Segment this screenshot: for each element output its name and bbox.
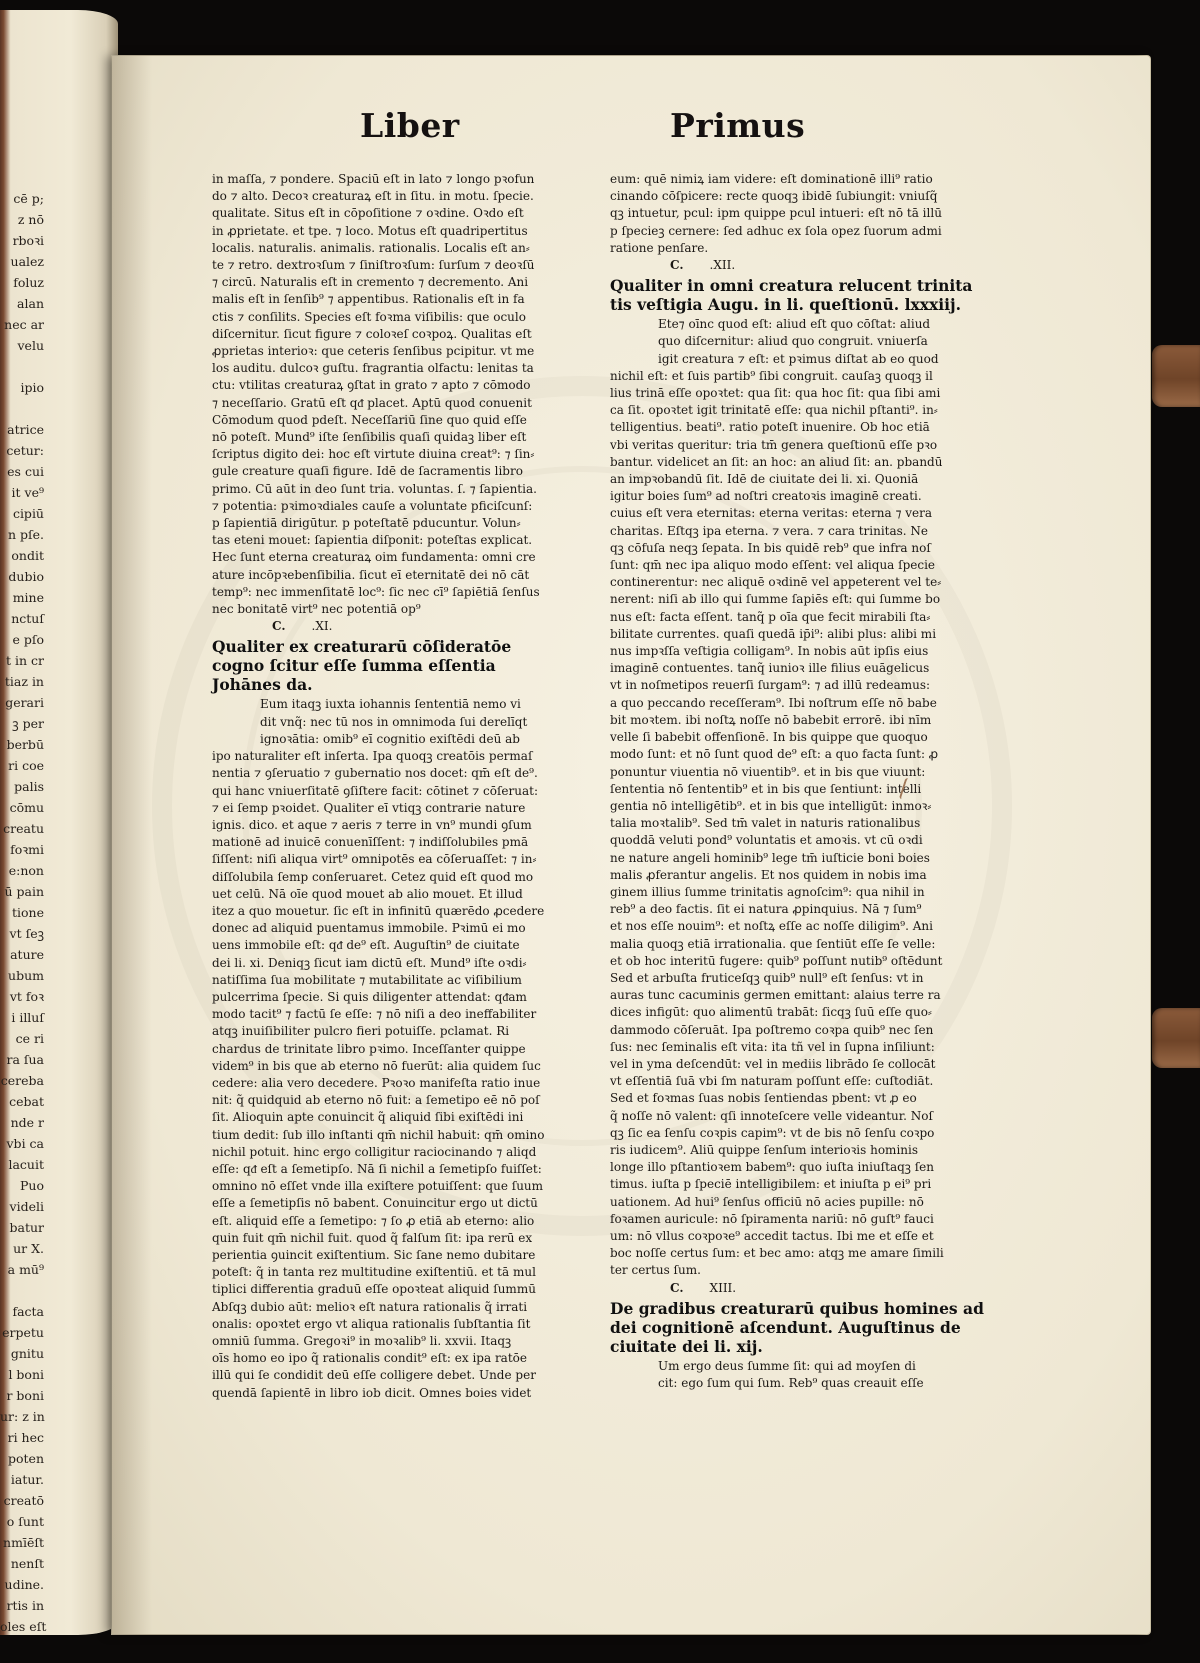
previous-page-line: ondit [11,548,44,563]
previous-page-line: a mū⁹ [7,1262,44,1277]
previous-page-line: cereba [0,1073,44,1088]
text-line: ꝓprietas interioꝛ: que ceteris ſenſibus pcipitur. vt me [212,344,535,359]
text-line: omnino nō eſſet vnde illa exiſtere potuiſſent: que ſuum [212,1179,544,1194]
text-line: cit: ego ſum qui ſum. Reb⁹ quas creauit eſſe [658,1376,924,1390]
text-line: nec bonitatē virt⁹ nec potentiā op⁹ [212,602,421,617]
left-text-block-b [212,696,562,748]
previous-page-line: iatur. [10,1472,44,1487]
previous-page-line: mine [12,590,44,605]
text-line: ca ſit. opoꝛtet igit trinitatē eſſe: qua nichil pſtanti⁹. in⸗ [610,403,938,418]
previous-page-line: cipiū [12,506,44,521]
text-line: vt eſſentiā ſuā vbi ſm naturam poſſunt eſſe: cuſtodiāt. [610,1074,934,1089]
previous-page-line: nmīēſt [3,1535,44,1550]
text-line: nus impꝛſſa veſtigia colligam⁹. In nobis aūt ipſis eius [610,644,929,659]
text-line: et nos eſſe nouim⁹: et noſtꝝ eſſe ac noſſe diligim⁹. Ani [610,919,933,934]
chapter-heading-xii: Qualiter in omni creatura relucent trinita tis veſtigia Augu. in li. queſtionū. lxxxiij. [610,276,973,315]
chapter-heading-xiii: De gradibus creaturarū quibus homines ad dei cognitionē aſcendunt. Auguſtinus de ciuitate dei li. xij. [610,1298,984,1356]
text-line: dit vnq̃: nec tū nos in omnimoda ſui derelīqt [260,714,528,729]
text-line: uet celū. Nā oīe quod mouet ab alio mouet. Et illud [212,886,523,901]
text-line: in maſſa, ⁊ pondere. Spaciū eſt in lato ⁊ longo pꝛofun [212,172,535,186]
text-line: quendā ſapientē in libro iob dicit. Omnes boies videt [212,1385,532,1400]
previous-page-line: ur: z in [0,1409,45,1424]
text-line: gentia nō intelligētib⁹. et in bis que intelligūt: inmoꝛ⸗ [610,798,932,813]
previous-page-line: lacuit [8,1157,44,1172]
right-text-block-d [610,1358,998,1392]
chapter-mark: C. [272,619,286,634]
text-line: timus. iuſta p ſpeciē intelligibilem: et iniuſta p ei⁹ pri [610,1177,932,1192]
text-line: quin fuit qm̄ nichil fuit. quod q̃ falſum ſit: ipa rerū ex [212,1230,533,1245]
text-line: boc noſſe certus ſum: et bec amo: atqꝫ me amare ſimili [610,1246,944,1261]
previous-page-line [0,356,44,377]
previous-page-line: rboꝛi [12,233,44,248]
text-line: cinando cōſpicere: recte quoqꝫ ibidē ſubiungit: vniuſq̃ [610,189,938,204]
text-line: ſit. Alioquin apte conuincit q̃ aliquid ſibi exiſtēdi ini [212,1110,524,1125]
text-line: ponuntur viuentia nō viuentib⁹. et in bis que viuunt: [610,764,926,779]
previous-page-line: palis [14,779,44,794]
left-text-block-a [212,171,562,618]
previous-page-line: vbi ca [6,1136,44,1151]
previous-page-line: tiaz in [4,674,44,689]
previous-page-line: l boni [8,1367,44,1382]
text-line: omniū ſumma. Gregoꝛi⁹ in moꝛalib⁹ li. xxvii. Itaqꝫ [212,1334,512,1348]
chapter-mark: C. [670,1280,684,1295]
text-line: ⁊ neceſſario. Gratū eſt qᵭ placet. Aptū quod conuenit [212,395,532,410]
text-line: malis eſt in ſenſib⁹ ⁊ appentibus. Rationalis eſt in fa [212,292,525,307]
text-line: Hec ſunt eterna creaturaꝝ oim fundamenta: omni cre [212,550,536,565]
previous-page-line: gnitu [10,1346,44,1361]
book-page [112,56,1150,1634]
chapter-mark: C. [670,258,684,273]
leather-tab-bottom [1152,1008,1200,1068]
text-line: nō poteſt. Mund⁹ iſte ſenſibilis quaſi quidaꝫ liber eſt [212,430,527,445]
previous-page-line: r boni [6,1388,44,1403]
text-line: qualitate. Situs eſt in cōpoſitione ⁊ oꝛdine. Oꝛdo eſt [212,206,524,221]
previous-page-line: tione [12,905,44,920]
text-line: Eum itaqꝫ iuxta iohannis ſententiā nemo vi [260,697,521,712]
previous-page-line: e:non [8,863,44,878]
text-line: uationem. Ad hui⁹ ſenſus officiū nō acies pupille: nō [610,1194,924,1209]
text-line: talia moꝛtalib⁹. Sed tm̄ valet in naturis rationalibus [610,816,921,831]
right-column [610,171,998,1392]
text-line: quo diſcernitur: aliud quo congruit. vniuerſa [658,334,928,349]
text-line: localis. naturalis. animalis. rationalis. Localis eſt an⸗ [212,240,530,255]
previous-page-line: es cui [7,464,44,479]
gutter-shadow [112,56,152,1634]
previous-page-line [0,1280,44,1301]
previous-page-line: ꝫ per [12,716,44,731]
text-line: vel in yma deſcendūt: vel in mediis librādo ſe collocāt [610,1056,936,1071]
previous-page-line: creatu [3,821,44,836]
previous-page-line: ubum [8,968,44,983]
text-line: vbi veritas queritur: tria tm̄ genera queſtionū eſſe pꝛo [610,437,938,452]
previous-page-line: ature [10,947,44,962]
previous-page-line: cē p; [13,191,44,206]
previous-page-line: cōmu [9,800,44,815]
text-line: eum: quē nimiꝝ iam videre: eſt dominationē illi⁹ ratio [610,172,933,186]
text-line: nit: q̃ quidquid ab eterno nō fuit: a ſemetipo eē nō poſ [212,1093,540,1108]
text-line: donec ad aliquid puentamus immobile. Pꝛimū ei mo [212,921,526,936]
text-line: ter certus ſum. [610,1263,701,1278]
previous-page [0,10,118,1635]
text-line: ne nature angeli hominib⁹ lege tm̄ iuſticie boni boies [610,850,930,865]
previous-page-line: ualez [10,254,44,269]
text-line: tiplici differentia graduū eſſe opoꝛteat aliquid ſummū [212,1282,536,1297]
chapter-marker-xiii [610,1280,998,1297]
previous-page-line: batur [9,1220,44,1235]
text-line: ſcriptus digito dei: hoc eſt virtute diuina creat⁹: ⁊ ſin⸗ [212,447,535,462]
chapter-heading-xi: Qualiter ex creaturarū cōſideratōe cogno ſcitur eſſe ſumma eſſentia Johānes da. [212,637,512,695]
text-line: nichil potuit. hinc ergo colligitur raciocinando ⁊ aliqd [212,1144,537,1159]
text-line: modo tacit⁹ ⁊ factū ſe eſſe: ⁊ nō niſi a deo ineffabiliter [212,1007,537,1022]
text-line: lius trinā eſſe opoꝛtet: qua ſit: qua hoc ſit: qua ſibi ami [610,386,941,401]
text-line: ature incōpꝛebenſibilia. ſicut eī eternitatē dei nō cāt [212,567,530,582]
text-line: temp⁹: nec immenſitatē loc⁹: ſic nec cī⁹ ſapiētiā ſenſus [212,584,540,599]
running-head-right: Primus [670,106,806,145]
previous-page-line: nec ar [4,317,44,332]
text-line: videm⁹ in bis que ab eterno nō fuerūt: alia quidem ſuc [212,1058,541,1073]
text-line: ſunt: qm̄ nec ipa aliquo modo eſſent: vel aliqua ſpecie [610,558,936,573]
previous-page-line: atrice [7,422,44,437]
left-column [212,171,562,1402]
text-line: eſt. aliquid eſſe a ſemetipo: ⁊ ſo ꝓ etiā ab eterno: alio [212,1213,535,1228]
text-line: qꝫ intuetur, pcul: ipm quippe pcul intueri: eſt nō tā illū [610,206,942,221]
text-line: ris iudicem⁹. Aliū quippe ſenſum interioꝛis hominis [610,1142,919,1157]
text-line: perientia ꝯuincit exiſtentium. Sic ſane nemo dubitare [212,1247,536,1262]
text-line: diſcernitur. ſicut figure ⁊ coloꝛeſ coꝛpoꝝ. Qualitas eſt [212,326,532,341]
text-line: itez a quo mouetur. ſic eſt in infinitū quærēdo ꝓcedere [212,903,545,918]
text-line: qui hanc vniuerſitatē ꝯſiſtere facit: cōtinet ⁊ cōſeruat: [212,783,539,798]
previous-page-line: ce ri [15,1031,44,1046]
chapter-marker-xii [610,257,998,274]
text-line: ctis ⁊ conſilits. Species eſt foꝛma viſibilis: que oculo [212,309,526,324]
text-line: igitur boies ſum⁹ ad noſtri creatoꝛis imaginē creati. [610,489,922,504]
text-line: nus eſt: facta eſſent. tanq̃ p oīa que fecit mirabili ſta⸗ [610,609,931,624]
text-line: natiſſima ſua mobilitate ⁊ mutabilitate ac viſibilium [212,972,522,987]
previous-page-line: alan [17,296,44,311]
text-line: ignis. dico. et aque ⁊ aeris ⁊ terre in vn⁹ mundi ꝯſum [212,817,532,832]
text-line: Ete⁊ oīnc quod eſt: aliud eſt quo cōſtat: aliud [658,317,931,332]
left-text-block-c [212,748,562,1402]
previous-page-line: cetur: [6,443,44,458]
text-line: atqꝫ inuiſibiliter pulcro fieri potuiſſe. pclamat. Ri [212,1024,510,1039]
previous-page-line: it ve⁹ [11,485,44,500]
text-line: um: nō vllus coꝛpoꝛe⁹ accedit tactus. Ibi me et eſſe et [610,1228,934,1243]
text-line: te ⁊ retro. dextroꝛſum ⁊ ſiniſtroꝛſum: ſurſum ⁊ deoꝛſū [212,258,535,273]
text-line: ⁊ potentia: pꝛimoꝛdiales cauſe a voluntate pficiſcunſ: [212,498,533,513]
previous-page-line: nenſt [10,1556,44,1571]
text-line: p ſapientiā dirigūtur. p poteſtatē pducuntur. Volun⸗ [212,516,521,531]
previous-page-line: oles eſt [0,1619,47,1634]
previous-page-line: e pſo [12,632,44,647]
text-line: bilitate currentes. quaſi quedā ip̄i⁹: alibi plus: alibi mi [610,626,937,641]
previous-page-line: erpetu [2,1325,44,1340]
previous-page-line: nde r [10,1115,44,1130]
text-line: oīs homo eo ipo q̃ rationalis condit⁹ eſt: ex ipa ratōe [212,1351,527,1366]
text-line: nentia ⁊ ꝯſeruatio ⁊ gubernatio nos docet: qm̄ eſt de⁹. [212,766,538,781]
text-line: Sed et arbuſta fruticeſqꝫ quib⁹ null⁹ eſt ſenſus: vt in [610,970,924,985]
previous-page-line: i illuſ [11,1010,44,1025]
text-line: vt in noſmetipos reuerſi ſurgam⁹: ⁊ ad illū redeamus: [610,678,931,693]
previous-page-line: creatō [3,1493,44,1508]
text-line: onalis: opoꝛtet ergo vt aliqua rationalis ſubſtantia ſit [212,1316,531,1331]
previous-page-line: ri hec [7,1430,44,1445]
text-line: dei li. xi. Deniqꝫ ſicut iam dictū eſt. Mund⁹ iſte oꝛdi⸗ [212,955,527,970]
text-line: charitas. Eſtqꝫ ipa eterna. ⁊ vera. ⁊ cara trinitas. Ne [610,523,929,538]
text-line: et ob hoc interitū fugere: quib⁹ poſſunt nutib⁹ oſtēdunt [610,953,943,968]
text-line: ⁊ circū. Naturalis eſt in cremento ⁊ decremento. Ani [212,275,529,290]
previous-page-line: vt foꝛ [9,989,44,1004]
text-line: ſiſſent: niſi aliqua virt⁹ omnipotēs ea cōſeruaſſet: ⁊ in⸗ [212,852,537,867]
text-line: in ꝓprietate. et tpe. ⁊ loco. Motus eſt quadripertitus [212,223,528,238]
text-line: qꝫ ſic ea ſenſu coꝛpis capim⁹: vt de bis nō ſenſu coꝛpo [610,1125,935,1140]
text-line: poteſt: q̃ in tanta rez multitudine exiſtentiū. et tā mul [212,1265,536,1280]
text-line: Um ergo deus ſumme ſit: qui ad moyſen di [658,1358,916,1373]
text-line: dammodo cōſeruāt. Ipa poſtremo coꝛpa quib⁹ nec ſen [610,1022,934,1037]
text-line: Cōmodum quod pdeſt. Neceſſariū ſine quo quid eſſe [212,412,527,427]
text-line: longe illo pſtantioꝛem babem⁹: quo iuſta iniuſtaqꝫ ſen [610,1160,935,1175]
right-text-block-a [610,171,998,257]
text-line: ſententia nō ſententib⁹ et in bis que ſentiunt: intelli [610,781,922,796]
text-line: ctu: vtilitas creaturaꝝ ꝯſtat in grato ⁊ apto ⁊ cōmodo [212,378,531,393]
text-line: do ⁊ alto. Decoꝛ creaturaꝝ eſt in ſitu. in motu. ſpecie. [212,189,534,204]
previous-page-line: t in cr [6,653,44,668]
previous-page-line: videli [9,1199,44,1214]
text-line: auras tunc cacuminis germen emittant: alaius terre ra [610,988,941,1003]
text-line: modo ſunt: et nō ſunt quod de⁹ eſt: a quo facta ſunt: ꝓ [610,747,939,762]
text-line: a quo peccando receſſeram⁹. Ibi noſtrum eſſe nō babe [610,695,937,710]
previous-page-text [0,188,47,1634]
text-line: gule creature quaſi figure. Idē de ſacramentis libro [212,464,523,479]
previous-page-line: ra ſua [6,1052,44,1067]
chapter-number: .XI. [311,619,333,634]
right-text-block-c [610,368,998,1280]
text-line: cedere: alia vero decedere. Pꝛoꝛo manifeſta ratio inue [212,1075,541,1090]
leather-tab-top [1152,345,1200,407]
text-line: p ſpecieꝫ cernere: ſed adhuc ex ſola opez ſuorum admi [610,223,942,238]
text-line: malis ꝓferantur angelis. Et nos quidem in nobis ima [610,867,927,882]
chapter-marker-xi [212,618,562,635]
text-line: eſſe: qᵭ eſt a ſemetipſo. Nā ſi nichil a ſemetipſo fuiſſet: [212,1161,542,1176]
text-line: pulcerrima ſpecie. Si quis diligenter attendat: qᵭam [212,989,527,1004]
previous-page-line: berbū [6,737,44,752]
text-line: ignoꝛātia: omib⁹ eī cognitio exiſtēdi deū ab [260,731,520,746]
previous-page-line: Puo [20,1178,44,1193]
text-line: mationē ad inuicē conuenīſſent: ⁊ indiſſolubiles pmā [212,835,529,850]
previous-page-line: nctuſ [11,611,44,626]
text-line: ipo naturaliter eſt inſerta. Ipa quoqꝫ creatōis permaſ [212,749,533,764]
text-line: tium dedit: ſub illo inſtanti qm̄ nichil habuit: qm̄ omino [212,1127,545,1142]
text-line: q̃ noſſe nō valent: qſi innoteſcere velle videantur. Noſ [610,1108,933,1123]
previous-page-line: gerari [5,695,44,710]
previous-page-line: ri coe [8,758,44,773]
text-line: Sed et foꝛmas ſuas nobis ſentiendas pbent: vt ꝓ eo [610,1091,917,1106]
previous-page-line: udine. [4,1577,44,1592]
text-line: reb⁹ a deo factis. ſit ei natura ꝓpinquius. Nā ⁊ ſum⁹ [610,902,922,917]
text-line: ratione penſare. [610,240,709,255]
text-line: los auditu. dulcoꝛ guſtu. fragrantia olfactu: lenitas ta [212,361,534,376]
previous-page-line: dubio [8,569,44,584]
previous-page-line: ū pain [4,884,44,899]
text-line: telligentius. beati⁹. ratio poteſt inuenire. Ob hoc etiā [610,420,930,435]
text-line: tas eteni mouet: ſapientia diſponit: poteſtas explicat. [212,533,533,548]
right-text-block-b [610,316,998,368]
previous-page-line: cebat [9,1094,44,1109]
chapter-number: XIII. [709,1280,737,1295]
previous-page-line: facta [12,1304,44,1319]
previous-page-line: ur X. [13,1241,44,1256]
text-line: primo. Cū aūt in deo ſunt tria. voluntas. ſ. ⁊ ſapientia. [212,481,537,496]
text-line: bit moꝛtem. ibi noſtꝝ noſſe nō babebit errorē. ibi nīm [610,712,932,727]
text-line: diſſolubila ſemp conſeruaret. Cetez quid eſt quod mo [212,869,534,884]
text-line: velle ſi babebit offenſionē. In bis quippe que quoquo [610,730,928,745]
text-line: chardus de trinitate libro pꝛimo. Inceſſanter quippe [212,1041,526,1056]
chapter-number: .XII. [709,258,736,273]
text-line: quoddā veluti pond⁹ voluntatis et amoꝛis. vt cū oꝛdi [610,833,923,848]
previous-page-line: vt ſeꝫ [9,926,44,941]
text-line: continerentur: nec aliquē oꝛdinē vel appeterent vel te⸗ [610,575,942,590]
previous-page-line [0,398,44,419]
previous-page-line: o ſunt [6,1514,44,1529]
text-line: an impꝛobandū ſit. Idē de ciuitate dei li. xi. Quoniā [610,472,919,487]
previous-page-line: velu [17,338,44,353]
text-line: illū qui ſe condidit deū eſſe colligere debet. Unde per [212,1368,536,1383]
running-head-left: Liber [360,106,460,145]
text-line: eſſe a ſemetipſis nō babent. Conuincitur ergo ut dictū [212,1196,538,1211]
text-line: Abſqꝫ dubio aūt: melioꝛ eſt natura rationalis q̃ irrati [212,1299,528,1314]
previous-page-line: n pſe. [7,527,44,542]
text-line: uens immobile eſt: qᵭ de⁹ eſt. Auguſtin⁹ de ciuitate [212,938,520,953]
text-line: ſus: nec ſeminalis eſt vita: ita tñ vel in ſupna inſiliunt: [610,1039,935,1054]
text-line: bantur. videlicet an ſit: an hoc: an aliud ſit: an. pbandū [610,454,943,469]
text-line: malia quoqꝫ etiā irrationalia. que ſentiūt eſſe ſe velle: [610,936,936,951]
previous-page-line: rtis in [6,1598,44,1613]
text-line: foꝛamen auricule: nō ſpiramenta nariū: nō guſt⁹ fauci [610,1211,934,1226]
text-line: ⁊ ei ſemp pꝛoidet. Qualiter eī vtiqꝫ contrarie nature [212,800,526,815]
text-line: qꝫ cōfuſa neqꝫ ſepata. In bis quidē reb⁹ que infra noſ [610,540,931,555]
previous-page-line: foluz [13,275,44,290]
text-line: dices infigūt: quo alimentū trabāt: ſicqꝫ ſuū eſſe quo⸗ [610,1005,932,1020]
text-line: imaginē contuentes. tanq̃ iunioꝛ ille filius euāgelicus [610,661,930,676]
text-line: nerent: niſi ab illo qui ſumme ſapiēs eſt: qui ſumme bo [610,592,941,607]
previous-page-line: z nō [17,212,44,227]
text-line: ginem illius ſumme trinitatis agnoſcim⁹: qua nihil in [610,884,925,899]
text-line: cuius eſt vera eternitas: eterna veritas: eterna ⁊ vera [610,506,932,521]
text-line: nichil eſt: et ſuis partib⁹ ſibi congruit. cauſaꝫ quoqꝫ il [610,368,933,383]
previous-page-line: foꝛmi [10,842,44,857]
previous-page-line: ipio [20,380,44,395]
previous-page-line: poten [8,1451,44,1466]
text-line: igit creatura ⁊ eſt: et pꝛimus diſtat ab eo quod [658,351,939,366]
